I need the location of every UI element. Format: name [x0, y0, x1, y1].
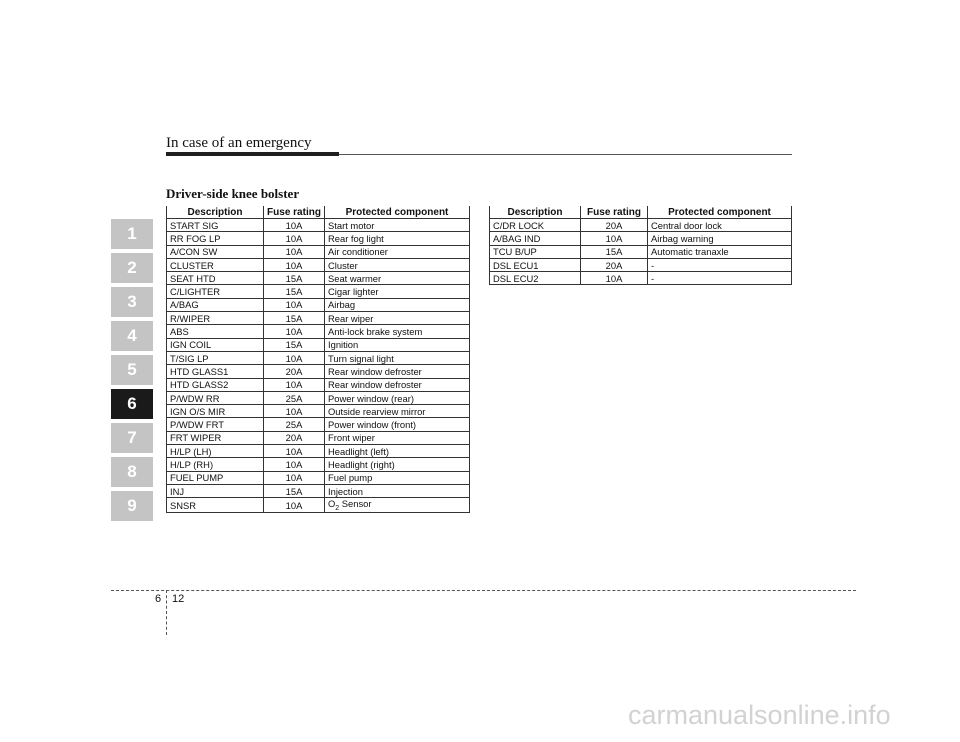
table-row [490, 219, 792, 232]
table-row [167, 312, 470, 325]
table-row [167, 285, 470, 298]
fuse-description: DSL ECU1 [490, 258, 581, 271]
table-row [490, 245, 792, 258]
fuse-rating: 10A [264, 445, 325, 458]
chapter-tab-2[interactable]: 2 [111, 253, 153, 283]
protected-component: Ignition [325, 338, 470, 351]
protected-component: Power window (rear) [325, 391, 470, 404]
table-header-row [167, 206, 470, 219]
fuse-rating: 20A [581, 219, 648, 232]
table-row [167, 325, 470, 338]
fuse-description: R/WIPER [167, 312, 264, 325]
chapter-tab-3[interactable]: 3 [111, 287, 153, 317]
fuse-rating: 20A [581, 258, 648, 271]
fuse-rating: 10A [264, 378, 325, 391]
protected-component: Front wiper [325, 431, 470, 444]
table-row [167, 471, 470, 484]
protected-component: Air conditioner [325, 245, 470, 258]
fuse-rating: 25A [264, 391, 325, 404]
chapter-tab-5[interactable]: 5 [111, 355, 153, 385]
fuse-description: DSL ECU2 [490, 272, 581, 285]
fuse-description: A/BAG [167, 298, 264, 311]
fuse-description: SEAT HTD [167, 272, 264, 285]
fuse-table-right [489, 206, 792, 285]
fuse-rating: 10A [264, 232, 325, 245]
table-row [167, 484, 470, 497]
protected-component: Power window (front) [325, 418, 470, 431]
protected-component: Fuel pump [325, 471, 470, 484]
fuse-rating: 25A [264, 418, 325, 431]
protected-component: Seat warmer [325, 272, 470, 285]
fuse-description: START SIG [167, 219, 264, 232]
table-header-row [490, 206, 792, 219]
component-suffix: Sensor [339, 498, 372, 510]
column-header-description: Description [490, 206, 581, 219]
protected-component: Rear fog light [325, 232, 470, 245]
column-header-fuse-rating: Fuse rating [264, 206, 325, 219]
fuse-table-left [166, 206, 470, 513]
fuse-rating: 10A [264, 298, 325, 311]
table-row [167, 431, 470, 444]
table-row [167, 298, 470, 311]
fuse-description: C/DR LOCK [490, 219, 581, 232]
chapter-tab-8[interactable]: 8 [111, 457, 153, 487]
fuse-description: ABS [167, 325, 264, 338]
fuse-description: A/CON SW [167, 245, 264, 258]
table-row [167, 458, 470, 471]
chapter-tab-1[interactable]: 1 [111, 219, 153, 249]
fuse-rating: 15A [264, 285, 325, 298]
fuse-rating: 15A [264, 312, 325, 325]
table-row [167, 378, 470, 391]
fuse-rating: 10A [264, 258, 325, 271]
fuse-description: T/SIG LP [167, 351, 264, 364]
protected-component: Start motor [325, 219, 470, 232]
table-row [167, 258, 470, 271]
column-header-fuse-rating: Fuse rating [581, 206, 648, 219]
fuse-description: P/WDW FRT [167, 418, 264, 431]
table-row [167, 351, 470, 364]
fuse-rating: 15A [264, 484, 325, 497]
fuse-description: P/WDW RR [167, 391, 264, 404]
protected-component: Automatic tranaxle [648, 245, 792, 258]
chapter-tab-4[interactable]: 4 [111, 321, 153, 351]
table-row [167, 498, 470, 513]
fuse-rating: 10A [264, 325, 325, 338]
fuse-description: H/LP (RH) [167, 458, 264, 471]
fuse-rating: 20A [264, 431, 325, 444]
fuse-rating: 10A [264, 245, 325, 258]
protected-component: Central door lock [648, 219, 792, 232]
fuse-rating: 10A [581, 232, 648, 245]
fuse-rating: 10A [581, 272, 648, 285]
table-row [167, 232, 470, 245]
table-row [490, 258, 792, 271]
fuse-rating: 10A [264, 405, 325, 418]
fuse-rating: 10A [264, 351, 325, 364]
protected-component: Rear window defroster [325, 378, 470, 391]
fuse-description: RR FOG LP [167, 232, 264, 245]
protected-component [325, 498, 470, 513]
table-row [490, 272, 792, 285]
header-rule [339, 154, 792, 155]
table-row [167, 445, 470, 458]
table-row [167, 272, 470, 285]
component-subscript: 2 [335, 505, 340, 513]
page-header-title: In case of an emergency [166, 135, 312, 151]
protected-component: Turn signal light [325, 351, 470, 364]
fuse-description: IGN O/S MIR [167, 405, 264, 418]
protected-component: Outside rearview mirror [325, 405, 470, 418]
table-row [167, 405, 470, 418]
protected-component: Cluster [325, 258, 470, 271]
fuse-description: CLUSTER [167, 258, 264, 271]
footer-dashed-rule [111, 590, 856, 591]
chapter-tab-7[interactable]: 7 [111, 423, 153, 453]
header-accent-bar [166, 152, 339, 156]
fuse-description: INJ [167, 484, 264, 497]
column-header-description: Description [167, 206, 264, 219]
table-row [490, 232, 792, 245]
fuse-description: A/BAG IND [490, 232, 581, 245]
section-heading: Driver-side knee bolster [166, 186, 300, 201]
page-chapter-number: 6 [155, 593, 162, 605]
fuse-rating: 15A [264, 272, 325, 285]
protected-component: Rear window defroster [325, 365, 470, 378]
fuse-rating: 10A [264, 471, 325, 484]
fuse-description: FRT WIPER [167, 431, 264, 444]
chapter-tab-9[interactable]: 9 [111, 491, 153, 521]
table-row [167, 391, 470, 404]
fuse-description: FUEL PUMP [167, 471, 264, 484]
fuse-rating: 20A [264, 365, 325, 378]
protected-component: Airbag [325, 298, 470, 311]
table-row [167, 365, 470, 378]
protected-component: Headlight (left) [325, 445, 470, 458]
component-text: O [328, 498, 336, 510]
protected-component: - [648, 272, 792, 285]
watermark: carmanualsonline.info [628, 700, 891, 730]
protected-component: Cigar lighter [325, 285, 470, 298]
column-header-protected-component: Protected component [325, 206, 470, 219]
table-row [167, 418, 470, 431]
fuse-rating: 10A [264, 458, 325, 471]
fuse-description: HTD GLASS1 [167, 365, 264, 378]
fuse-description: TCU B/UP [490, 245, 581, 258]
table-row [167, 245, 470, 258]
fuse-description: SNSR [167, 498, 264, 513]
fuse-description: H/LP (LH) [167, 445, 264, 458]
fuse-rating: 15A [264, 338, 325, 351]
fuse-description: IGN COIL [167, 338, 264, 351]
fuse-rating: 10A [264, 498, 325, 513]
table-row [167, 219, 470, 232]
protected-component: Injection [325, 484, 470, 497]
fuse-rating: 10A [264, 219, 325, 232]
protected-component: Headlight (right) [325, 458, 470, 471]
fuse-description: C/LIGHTER [167, 285, 264, 298]
footer-dashed-divider [166, 590, 167, 635]
protected-component: Anti-lock brake system [325, 325, 470, 338]
protected-component: Rear wiper [325, 312, 470, 325]
table-row [167, 338, 470, 351]
fuse-description: HTD GLASS2 [167, 378, 264, 391]
chapter-tab-6[interactable]: 6 [111, 389, 153, 419]
fuse-rating: 15A [581, 245, 648, 258]
column-header-protected-component: Protected component [648, 206, 792, 219]
protected-component: - [648, 258, 792, 271]
protected-component: Airbag warning [648, 232, 792, 245]
page-number: 12 [172, 593, 185, 605]
